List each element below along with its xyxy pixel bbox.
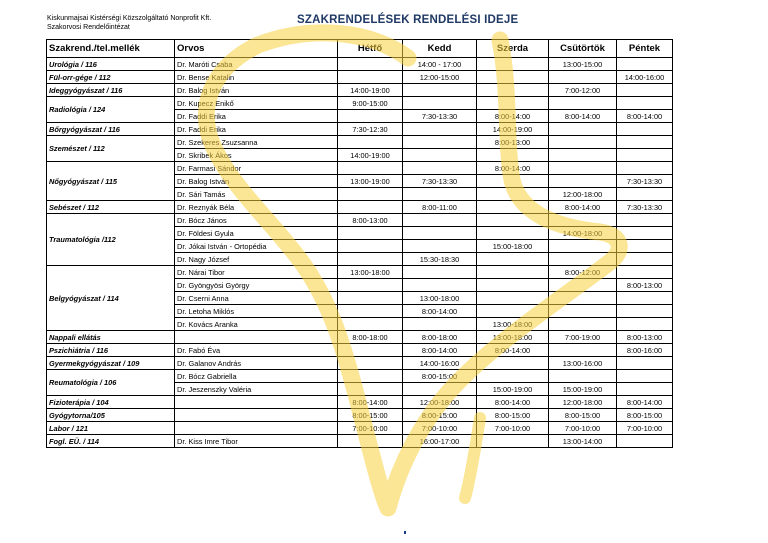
specialty-cell: Urológia / 116 [47, 58, 175, 71]
specialty-cell: Fogl. EÜ. / 114 [47, 435, 175, 448]
doctor-cell: Dr. Letoha Miklós [175, 305, 338, 318]
hours-cell [477, 201, 549, 214]
hours-cell [477, 149, 549, 162]
doctor-cell: Dr. Nárai Tibor [175, 266, 338, 279]
hours-cell: 7:00-10:00 [477, 422, 549, 435]
doctor-cell: Dr. Faddi Erika [175, 110, 338, 123]
hours-cell: 8:00-15:00 [403, 409, 477, 422]
hours-cell [477, 435, 549, 448]
doctor-cell: Dr. Fabó Éva [175, 344, 338, 357]
hours-cell [403, 123, 477, 136]
specialty-cell: Belgyógyászat / 114 [47, 266, 175, 331]
hours-cell [477, 58, 549, 71]
doctor-cell: Dr. Földesi Gyula [175, 227, 338, 240]
hours-cell [477, 357, 549, 370]
hours-cell: 15:00-19:00 [477, 383, 549, 396]
hours-cell [549, 292, 617, 305]
hours-cell [617, 214, 673, 227]
hours-cell: 8:00-15:00 [403, 370, 477, 383]
doctor-cell: Dr. Szekeres Zsuzsanna [175, 136, 338, 149]
doctor-cell: Dr. Jókai István - Ortopédia [175, 240, 338, 253]
doctor-cell: Dr. Galanov András [175, 357, 338, 370]
hours-cell [549, 370, 617, 383]
hours-cell [477, 188, 549, 201]
hours-cell: 8:00-13:00 [477, 136, 549, 149]
doctor-cell: Dr. Kupecz Enikő [175, 97, 338, 110]
hours-cell [338, 383, 403, 396]
hours-cell [549, 344, 617, 357]
table-row [47, 201, 673, 214]
doctor-cell [175, 422, 338, 435]
hours-cell: 14:00-19:00 [338, 149, 403, 162]
hours-cell: 13:00-19:00 [338, 175, 403, 188]
hours-cell: 12:00-15:00 [403, 71, 477, 84]
column-header-specialty: Szakrend./tel.mellék [47, 40, 175, 58]
hours-cell [617, 318, 673, 331]
doctor-cell: Dr. Cserni Anna [175, 292, 338, 305]
column-header-friday: Péntek [617, 40, 673, 58]
hours-cell [403, 188, 477, 201]
hours-cell: 8:00-14:00 [617, 110, 673, 123]
hours-cell: 13:00-16:00 [549, 357, 617, 370]
table-row [47, 71, 673, 84]
hours-cell [338, 136, 403, 149]
column-header-monday: Hétfő [338, 40, 403, 58]
hours-cell [477, 305, 549, 318]
hours-cell [477, 266, 549, 279]
hours-cell [403, 227, 477, 240]
hours-cell [338, 435, 403, 448]
specialty-cell: Gyermekgyógyászat / 109 [47, 357, 175, 370]
hours-cell [477, 71, 549, 84]
hours-cell [617, 292, 673, 305]
table-row [47, 136, 673, 149]
specialty-cell: Nőgyógyászat / 115 [47, 162, 175, 201]
hours-cell: 13:00-18:00 [403, 292, 477, 305]
hours-cell: 7:30-13:30 [617, 201, 673, 214]
hours-cell [617, 123, 673, 136]
hours-cell: 14:00-18:00 [549, 227, 617, 240]
specialty-cell: Fül-orr-gége / 112 [47, 71, 175, 84]
hours-cell [617, 357, 673, 370]
hours-cell: 8:00-18:00 [403, 331, 477, 344]
specialty-cell: Pszichiátria / 116 [47, 344, 175, 357]
doctor-cell: Dr. Bense Katalin [175, 71, 338, 84]
hours-cell [338, 240, 403, 253]
specialty-cell: Radiológia / 124 [47, 97, 175, 123]
table-row [47, 370, 673, 383]
hours-cell [549, 71, 617, 84]
hours-cell: 7:00-19:00 [549, 331, 617, 344]
hours-cell: 7:30-13:30 [617, 175, 673, 188]
hours-cell [549, 279, 617, 292]
table-row [47, 58, 673, 71]
hours-cell [403, 162, 477, 175]
hours-cell: 8:00-14:00 [477, 162, 549, 175]
hours-cell [403, 279, 477, 292]
hours-cell: 7:30-13:30 [403, 110, 477, 123]
table-row [47, 357, 673, 370]
hours-cell: 14:00-19:00 [338, 84, 403, 97]
doctor-cell: Dr. Balog István [175, 175, 338, 188]
hours-cell [477, 253, 549, 266]
specialty-cell: Labor / 121 [47, 422, 175, 435]
organization-unit: Szakorvosi Rendelőintézat [47, 24, 130, 31]
hours-cell [477, 279, 549, 292]
stray-mark [404, 531, 406, 534]
hours-cell: 15:00-19:00 [549, 383, 617, 396]
hours-cell: 8:00-15:00 [477, 409, 549, 422]
hours-cell: 15:30-18:30 [403, 253, 477, 266]
hours-cell: 13:00-18:00 [477, 318, 549, 331]
table-row [47, 396, 673, 409]
hours-cell: 8:00-13:00 [617, 279, 673, 292]
hours-cell [549, 214, 617, 227]
hours-cell [477, 370, 549, 383]
specialty-cell: Nappali ellátás [47, 331, 175, 344]
hours-cell [338, 370, 403, 383]
hours-cell [549, 318, 617, 331]
schedule-table-body [47, 58, 673, 448]
specialty-cell: Szemészet / 112 [47, 136, 175, 162]
hours-cell [549, 175, 617, 188]
specialty-cell: Traumatológia /112 [47, 214, 175, 266]
hours-cell [477, 175, 549, 188]
hours-cell: 8:00-14:00 [549, 201, 617, 214]
table-row [47, 84, 673, 97]
hours-cell [338, 110, 403, 123]
hours-cell [477, 292, 549, 305]
hours-cell: 16:00-17:00 [403, 435, 477, 448]
hours-cell: 8:00-11:00 [403, 201, 477, 214]
hours-cell: 7:30-13:30 [403, 175, 477, 188]
doctor-cell: Dr. Kiss Imre Tibor [175, 435, 338, 448]
specialty-cell: Ideggyógyászat / 116 [47, 84, 175, 97]
hours-cell [403, 214, 477, 227]
doctor-cell [175, 331, 338, 344]
hours-cell [549, 162, 617, 175]
hours-cell [403, 97, 477, 110]
hours-cell: 14:00-19:00 [477, 123, 549, 136]
specialty-cell: Sebészet / 112 [47, 201, 175, 214]
column-header-tuesday: Kedd [403, 40, 477, 58]
hours-cell [617, 370, 673, 383]
hours-cell [477, 84, 549, 97]
hours-cell: 14:00-16:00 [403, 357, 477, 370]
hours-cell: 8:00-13:00 [338, 214, 403, 227]
hours-cell [617, 305, 673, 318]
hours-cell: 8:00-16:00 [617, 344, 673, 357]
table-row [47, 266, 673, 279]
hours-cell: 8:00-14:00 [617, 396, 673, 409]
hours-cell [338, 292, 403, 305]
column-header-wednesday: Szerda [477, 40, 549, 58]
hours-cell [338, 162, 403, 175]
specialty-cell: Reumatológia / 106 [47, 370, 175, 396]
doctor-cell: Dr. Nagy József [175, 253, 338, 266]
table-row [47, 409, 673, 422]
doctor-cell: Dr. Faddi Erika [175, 123, 338, 136]
hours-cell [338, 201, 403, 214]
hours-cell [617, 383, 673, 396]
hours-cell [403, 318, 477, 331]
hours-cell [617, 84, 673, 97]
hours-cell: 13:00-18:00 [477, 331, 549, 344]
hours-cell [617, 240, 673, 253]
hours-cell [403, 136, 477, 149]
hours-cell [617, 97, 673, 110]
hours-cell: 8:00-15:00 [549, 409, 617, 422]
hours-cell: 8:00-15:00 [338, 409, 403, 422]
table-row [47, 331, 673, 344]
specialty-cell: Bőrgyógyászat / 116 [47, 123, 175, 136]
hours-cell: 8:00-14:00 [403, 344, 477, 357]
doctor-cell: Dr. Skribek Ákos [175, 149, 338, 162]
hours-cell [338, 227, 403, 240]
hours-cell [338, 357, 403, 370]
hours-cell: 14:00-16:00 [617, 71, 673, 84]
hours-cell [549, 305, 617, 318]
hours-cell: 13:00-18:00 [338, 266, 403, 279]
hours-cell [338, 344, 403, 357]
doctor-cell: Dr. Balog István [175, 84, 338, 97]
hours-cell [403, 240, 477, 253]
hours-cell: 8:00-12:00 [549, 266, 617, 279]
hours-cell: 8:00-14:00 [477, 396, 549, 409]
hours-cell: 8:00-14:00 [477, 344, 549, 357]
doctor-cell: Dr. Jeszenszky Valéria [175, 383, 338, 396]
hours-cell: 12:00-18:00 [549, 396, 617, 409]
hours-cell [338, 188, 403, 201]
hours-cell: 8:00-14:00 [549, 110, 617, 123]
hours-cell [403, 383, 477, 396]
hours-cell [617, 136, 673, 149]
hours-cell: 8:00-14:00 [403, 305, 477, 318]
doctor-cell: Dr. Reznyák Béla [175, 201, 338, 214]
column-header-doctor: Orvos [175, 40, 338, 58]
table-row [47, 435, 673, 448]
hours-cell: 8:00-15:00 [617, 409, 673, 422]
organization-name: Kiskunmajsai Kistérségi Közszolgáltató Nonprofit Kft. [47, 15, 212, 22]
hours-cell [338, 71, 403, 84]
hours-cell: 12:00-18:00 [549, 188, 617, 201]
hours-cell [549, 240, 617, 253]
hours-cell [617, 435, 673, 448]
table-row [47, 214, 673, 227]
hours-cell [338, 253, 403, 266]
doctor-cell: Dr. Maróti Csaba [175, 58, 338, 71]
hours-cell: 7:00-10:00 [549, 422, 617, 435]
schedule-table [46, 39, 673, 448]
hours-cell [549, 97, 617, 110]
table-row [47, 123, 673, 136]
hours-cell: 7:00-10:00 [617, 422, 673, 435]
doctor-cell: Dr. Sári Tamás [175, 188, 338, 201]
hours-cell [338, 318, 403, 331]
doctor-cell [175, 396, 338, 409]
hours-cell [477, 214, 549, 227]
hours-cell [549, 149, 617, 162]
doctor-cell: Dr. Kovács Aranka [175, 318, 338, 331]
doctor-cell: Dr. Bócz Gabriella [175, 370, 338, 383]
doctor-cell: Dr. Gyöngyösi György [175, 279, 338, 292]
hours-cell [617, 58, 673, 71]
hours-cell: 15:00-18:00 [477, 240, 549, 253]
hours-cell: 9:00-15:00 [338, 97, 403, 110]
hours-cell [403, 149, 477, 162]
hours-cell [617, 227, 673, 240]
hours-cell [549, 253, 617, 266]
hours-cell [338, 58, 403, 71]
hours-cell: 7:00-10:00 [338, 422, 403, 435]
hours-cell [403, 266, 477, 279]
page-title: SZAKRENDELÉSEK RENDELÉSI IDEJE [297, 14, 519, 26]
table-row [47, 422, 673, 435]
hours-cell: 13:00-14:00 [549, 435, 617, 448]
specialty-cell: Gyógytorna/105 [47, 409, 175, 422]
specialty-cell: Fizioterápia / 104 [47, 396, 175, 409]
table-header-row [47, 40, 673, 58]
hours-cell: 8:00-14:00 [477, 110, 549, 123]
hours-cell: 7:00-12:00 [549, 84, 617, 97]
doctor-cell: Dr. Farmasi Sándor [175, 162, 338, 175]
column-header-thursday: Csütörtök [549, 40, 617, 58]
hours-cell [338, 305, 403, 318]
doctor-cell: Dr. Bócz János [175, 214, 338, 227]
table-row [47, 162, 673, 175]
hours-cell: 8:00-14:00 [338, 396, 403, 409]
hours-cell: 14:00 - 17:00 [403, 58, 477, 71]
doctor-cell [175, 409, 338, 422]
hours-cell [403, 84, 477, 97]
hours-cell: 8:00-18:00 [338, 331, 403, 344]
hours-cell: 13:00-15:00 [549, 58, 617, 71]
hours-cell [477, 227, 549, 240]
hours-cell [617, 149, 673, 162]
table-row [47, 97, 673, 110]
hours-cell [338, 279, 403, 292]
hours-cell [549, 123, 617, 136]
hours-cell [549, 136, 617, 149]
hours-cell: 7:00-10:00 [403, 422, 477, 435]
hours-cell [477, 97, 549, 110]
hours-cell [617, 266, 673, 279]
hours-cell: 8:00-13:00 [617, 331, 673, 344]
hours-cell [617, 253, 673, 266]
hours-cell [617, 188, 673, 201]
hours-cell [617, 162, 673, 175]
hours-cell: 12:00-18:00 [403, 396, 477, 409]
hours-cell: 7:30-12:30 [338, 123, 403, 136]
table-row [47, 344, 673, 357]
